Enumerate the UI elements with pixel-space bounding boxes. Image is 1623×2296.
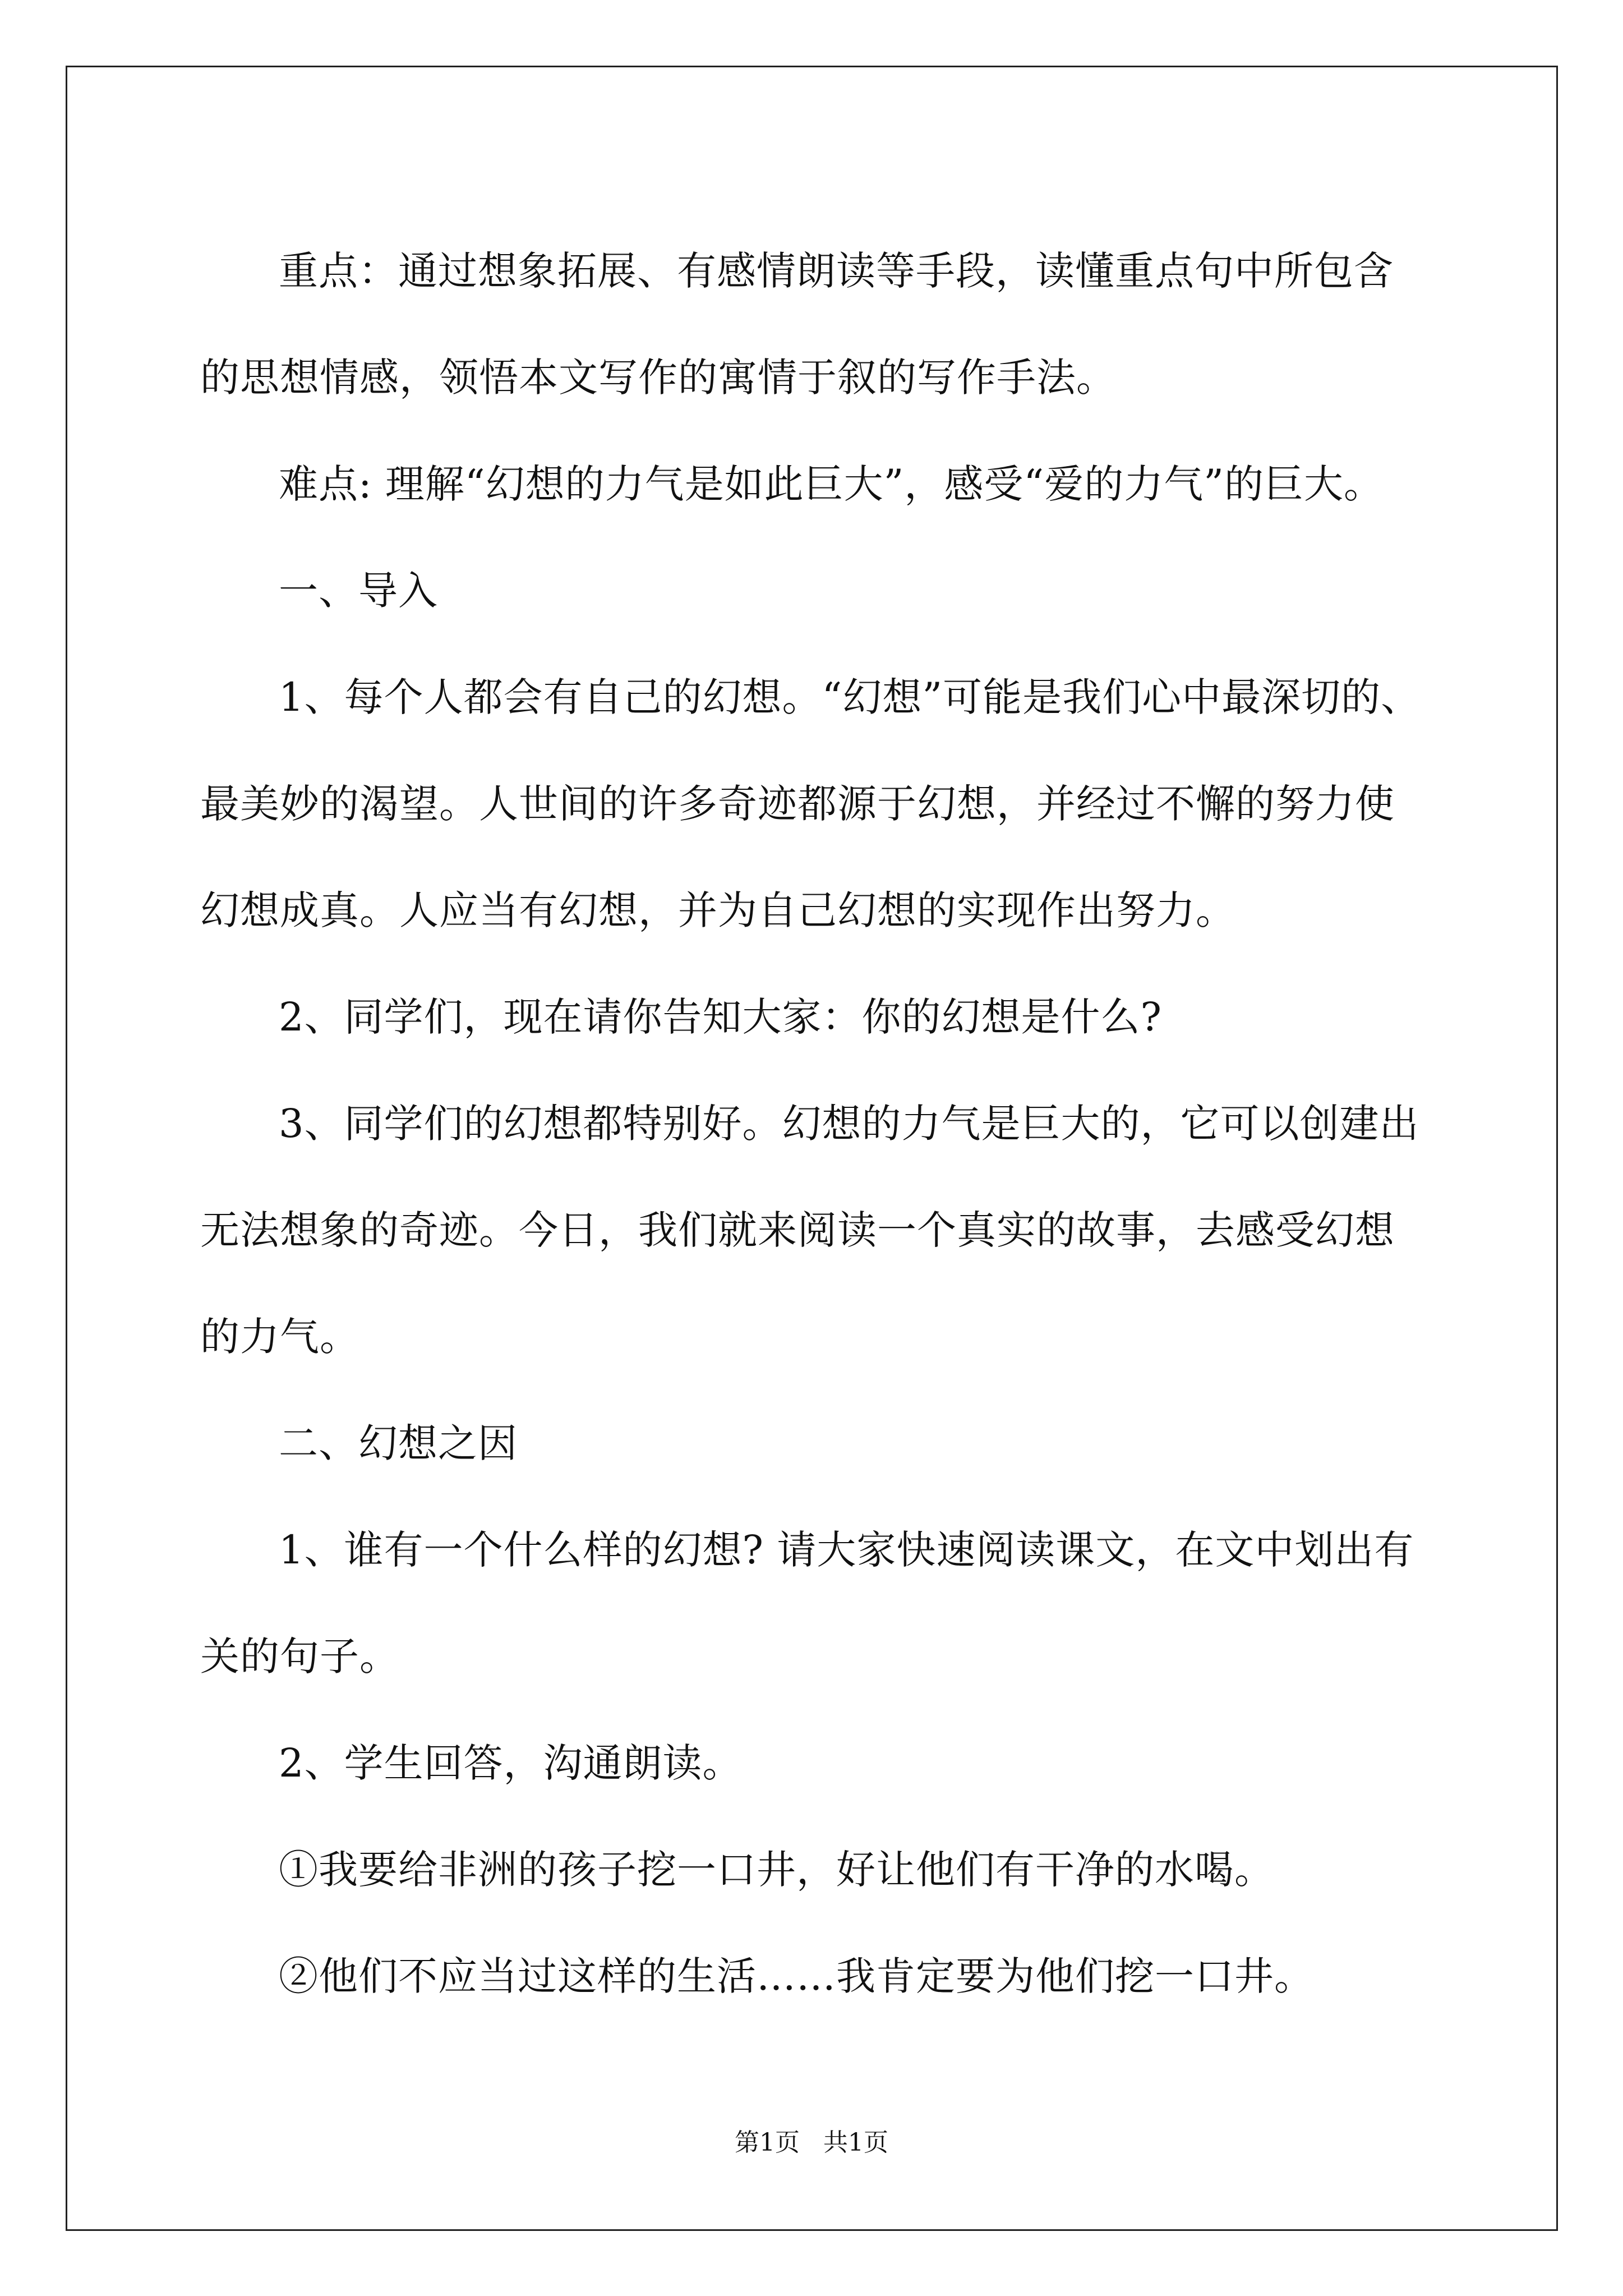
paragraph-line: ①我要给非洲的孩子挖一口井，好让他们有干净的水喝。 xyxy=(279,1847,1274,1893)
paragraph-line: 2、同学们，现在请你告知大家：你的幻想是什么? xyxy=(279,994,1163,1040)
page-number-total: 共1页 xyxy=(823,2128,888,2157)
section-heading: 二、幻想之因 xyxy=(279,1420,518,1466)
paragraph-line: 最美妙的渴望。人世间的许多奇迹都源于幻想，并经过不懈的努力使 xyxy=(200,781,1395,827)
paragraph-line: 1、谁有一个什么样的幻想? 请大家快速阅读课文，在文中划出有 xyxy=(279,1527,1414,1573)
page-footer xyxy=(0,2126,1623,2160)
paragraph-line: 重点：通过想象拓展、有感情朗读等手段，读懂重点句中所包含 xyxy=(279,248,1394,294)
paragraph-line: 1、每个人都会有自己的幻想。“幻想”可能是我们心中最深切的、 xyxy=(279,674,1421,720)
paragraph-line: 2、学生回答，沟通朗读。 xyxy=(279,1740,743,1786)
paragraph-line: ②他们不应当过这样的生活……我肯定要为他们挖一口井。 xyxy=(279,1953,1314,1999)
paragraph-line: 的力气。 xyxy=(200,1314,359,1360)
paragraph-line: 幻想成真。人应当有幻想，并为自己幻想的实现作出努力。 xyxy=(200,887,1235,933)
paragraph-line: 的思想情感，领悟本文写作的寓情于叙的写作手法。 xyxy=(200,355,1116,401)
paragraph-line: 无法想象的奇迹。今日，我们就来阅读一个真实的故事，去感受幻想 xyxy=(200,1207,1395,1253)
section-heading: 一、导入 xyxy=(279,568,438,614)
paragraph-line: 难点: 理解“幻想的力气是如此巨大”，感受“爱的力气”的巨大。 xyxy=(279,461,1384,507)
page-number-current: 第1页 xyxy=(735,2128,800,2157)
paragraph-line: 关的句子。 xyxy=(200,1634,399,1680)
paragraph-line: 3、同学们的幻想都特别好。幻想的力气是巨大的，它可以创建出 xyxy=(279,1101,1419,1147)
document-body xyxy=(200,218,1428,2030)
